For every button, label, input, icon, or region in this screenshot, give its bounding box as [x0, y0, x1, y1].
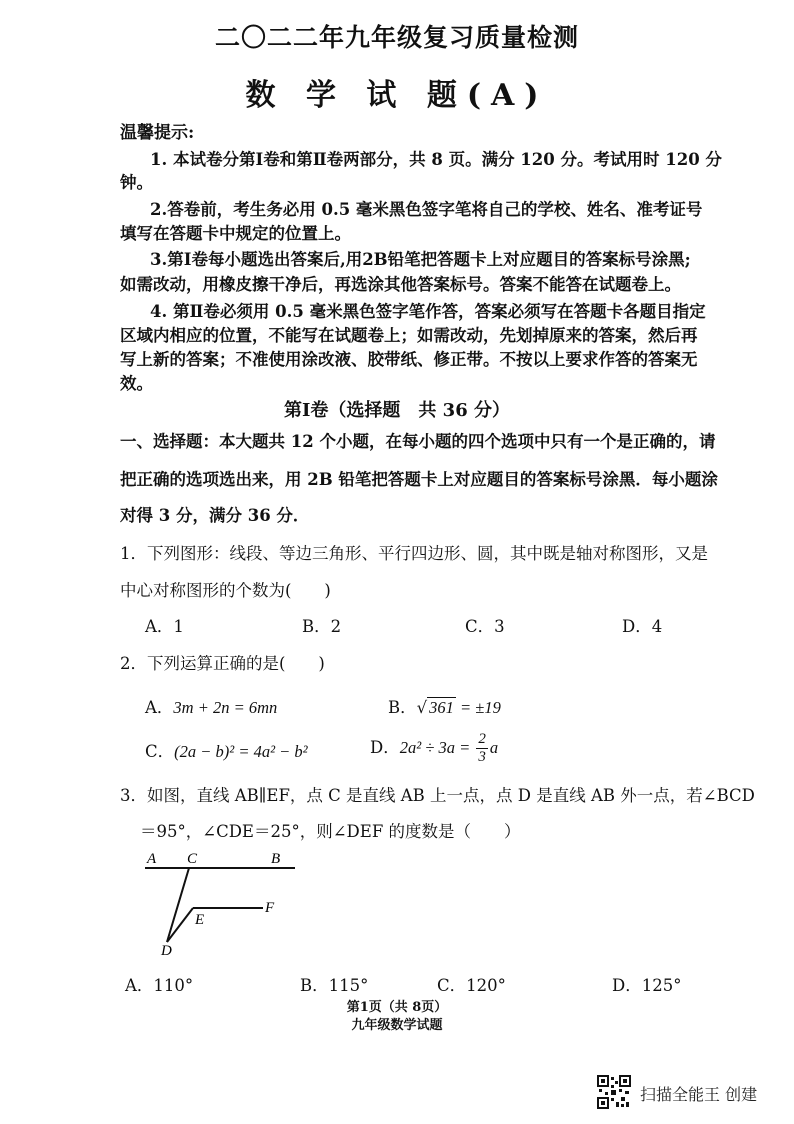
section-intro-3: 对得 3 分，满分 36 分．: [120, 506, 310, 525]
q2-option-c: [145, 738, 308, 762]
q2-stem: 2．下列运算正确的是( ): [120, 654, 325, 673]
label-f: F: [265, 900, 275, 916]
label-c: C: [187, 851, 198, 867]
exam-title: 二〇二二年九年级复习质量检测: [214, 23, 579, 52]
q3-option-c: C．120°: [437, 976, 506, 995]
q1-option-c: C．3: [465, 617, 505, 636]
q1-stem-line-1: 1．下列图形：线段、等边三角形、平行四边形、圆，其中既是轴对称图形，又是: [120, 544, 708, 563]
q2-option-d: [370, 731, 498, 766]
scanner-watermark: 扫描全能王 创建: [640, 1085, 758, 1104]
qr-code-icon: [597, 1075, 631, 1109]
q1-option-d: D．4: [622, 617, 663, 636]
label-e: E: [195, 912, 205, 928]
segment-de: [167, 908, 193, 942]
label-a: A: [147, 851, 157, 867]
q3-stem-line-2: ＝95°，∠CDE＝25°，则∠DEF 的度数是（ ）: [140, 822, 521, 841]
radical-sign: √: [416, 698, 428, 717]
q2-option-b-label: B．: [388, 698, 417, 717]
q2-option-a-label: A．: [145, 698, 174, 717]
tip-2-line-2: 填写在答题卡中规定的位置上。: [120, 224, 351, 243]
q1-stem-line-2: 中心对称图形的个数为( ): [120, 581, 331, 600]
segment-cd: [167, 868, 189, 942]
tip-4-line-4: 效。: [120, 374, 153, 393]
q2-option-d-var: a: [489, 738, 499, 757]
q3-figure: [135, 846, 305, 958]
q3-stem-line-1: 3．如图，直线 AB∥EF，点 C 是直线 AB 上一点，点 D 是直线 AB 外一点，若∠BCD: [120, 786, 755, 805]
q2-option-b-rest: = ±19: [455, 698, 501, 717]
section-intro-1: 一、选择题：本大题共 12 个小题，在每小题的四个选项中只有一个是正确的，请: [120, 432, 716, 451]
q3-option-a: A．110°: [125, 976, 194, 995]
tip-4-line-2: 区域内相应的位置，不能写在试题卷上；如需改动，先划掉原来的答案，然后再: [120, 326, 698, 345]
tip-4-line-3: 写上新的答案；不准使用涂改液、胶带纸、修正带。不按以上要求作答的答案无: [120, 350, 698, 369]
tip-2-line-1: 2.答卷前，考生务必用 0.5 毫米黑色签字笔将自己的学校、姓名、准考证号: [150, 200, 703, 219]
tip-1-line-2: 钟。: [120, 173, 153, 192]
page-number: 第1页（共 8页）: [346, 1000, 448, 1015]
q3-option-b: B．115°: [300, 976, 369, 995]
q1-option-a: A．1: [145, 617, 184, 636]
section-intro-2: 把正确的选项选出来，用 2B 铅笔把答题卡上对应题目的答案标号涂黑．每小题涂: [120, 470, 718, 489]
label-d: D: [161, 943, 172, 958]
q2-option-a: [145, 694, 277, 718]
exam-subtitle: 数 学 试 题(A): [245, 78, 549, 113]
exam-name-footer: 九年级数学试题: [351, 1018, 443, 1033]
q1-option-b: B．2: [302, 617, 342, 636]
q3-option-d: D．125°: [612, 976, 682, 995]
q2-option-a-expr: 3m + 2n = 6mn: [173, 698, 278, 717]
q2-option-c-expr: (2a − b)² = 4a² − b²: [174, 742, 308, 761]
section-title: 第Ⅰ卷（选择题 共 36 分）: [283, 400, 510, 421]
q2-option-b-radicand: 361: [429, 698, 454, 717]
tip-1-line-1: 1. 本试卷分第Ⅰ卷和第Ⅱ卷两部分，共 8 页。满分 120 分。考试用时 120 分: [150, 150, 722, 169]
tip-3-line-1: 3.第Ⅰ卷每小题选出答案后,用2B铅笔把答题卡上对应题目的答案标号涂黑;: [150, 250, 691, 269]
q2-option-c-label: C．: [145, 742, 175, 761]
tip-3-line-2: 如需改动，用橡皮擦干净后，再选涂其他答案标号。答案不能答在试题卷上。: [120, 275, 681, 294]
tip-4-line-1: 4. 第Ⅱ卷必须用 0.5 毫米黑色签字笔作答，答案必须写在答题卡各题目指定: [150, 302, 706, 321]
tips-label: 温馨提示:: [120, 123, 195, 143]
fraction-numerator: 2: [478, 731, 486, 747]
q2-option-d-label: D．: [370, 738, 400, 757]
q2-option-b: [388, 694, 501, 718]
fraction-two-thirds: [476, 731, 488, 766]
q2-option-d-expr: 2a² ÷ 3a =: [399, 738, 475, 757]
label-b: B: [271, 851, 281, 867]
fraction-denominator: 3: [478, 749, 486, 765]
